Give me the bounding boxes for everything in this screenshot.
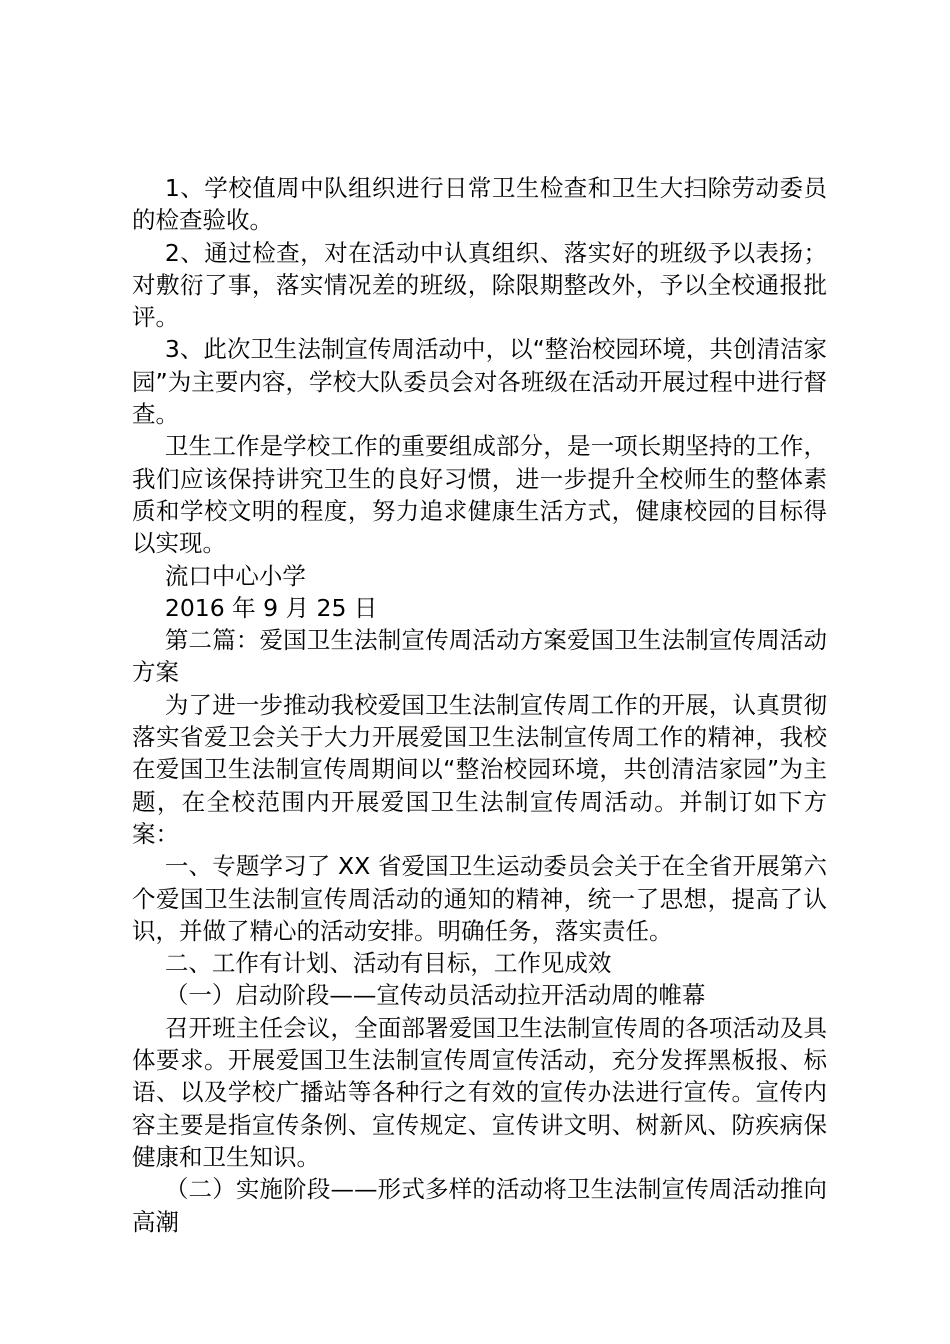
paragraph-introduction: 为了进一步推动我校爱国卫生法制宣传周工作的开展，认真贯彻落实省爱卫会关于大力开展爱国卫生法制宣传周工作的精神，我校在爱国卫生法制宣传周期间以“整治校园环境，共创清洁家园”为主题，在全校范围内开展爱国卫生法制宣传周活动。并制订如下方案：: [132, 690, 827, 848]
paragraph-launch-details: 召开班主任会议，全面部署爱国卫生法制宣传周的各项活动及具体要求。开展爱国卫生法制宣传周宣传活动，充分发挥黑板报、标语、以及学校广播站等各种行之有效的宣传办法进行宣传。宣传内容主要是指宣传条例、宣传规定、宣传讲文明、树新风、防疾病保健康和卫生知识。: [132, 1013, 827, 1171]
paragraph-inspection-acceptance: 1、学校值周中队组织进行日常卫生检查和卫生大扫除劳动委员的检查验收。: [132, 174, 827, 235]
signature-school-name: 流口中心小学: [164, 561, 306, 590]
document-body: [132, 172, 827, 1238]
signature-date: 2016 年 9 月 25 日: [164, 593, 378, 622]
paragraph-item-one: 一、专题学习了 XX 省爱国卫生运动委员会关于在全省开展第六个爱国卫生法制宣传周活动的通知的精神，统一了思想，提高了认识，并做了精心的活动安排。明确任务，落实责任。: [132, 852, 827, 945]
subheading-launch-stage: （一）启动阶段——宣传动员活动拉开活动周的帷幕: [164, 981, 706, 1010]
paragraph-supervision: 3、此次卫生法制宣传周活动中，以“整治校园环境，共创清洁家园”为主要内容，学校大队委员会对各班级在活动开展过程中进行督查。: [132, 335, 827, 429]
subheading-implementation-stage: （二）实施阶段——形式多样的活动将卫生法制宣传周活动推向高潮: [132, 1175, 827, 1236]
section-heading-part-two: 第二篇：爱国卫生法制宣传周活动方案爱国卫生法制宣传周活动方案: [132, 626, 827, 687]
paragraph-praise-and-criticism: 2、通过检查，对在活动中认真组织、落实好的班级予以表扬；对敷衍了事，落实情况差的班级，除限期整改外，予以全校通报批评。: [132, 238, 827, 332]
paragraph-conclusion: 卫生工作是学校工作的重要组成部分，是一项长期坚持的工作，我们应该保持讲究卫生的良好习惯，进一步提升全校师生的整体素质和学校文明的程度，努力追求健康生活方式，健康校园的目标得以实现。: [132, 432, 827, 558]
paragraph-item-two: 二、工作有计划、活动有目标，工作见成效: [164, 949, 612, 978]
